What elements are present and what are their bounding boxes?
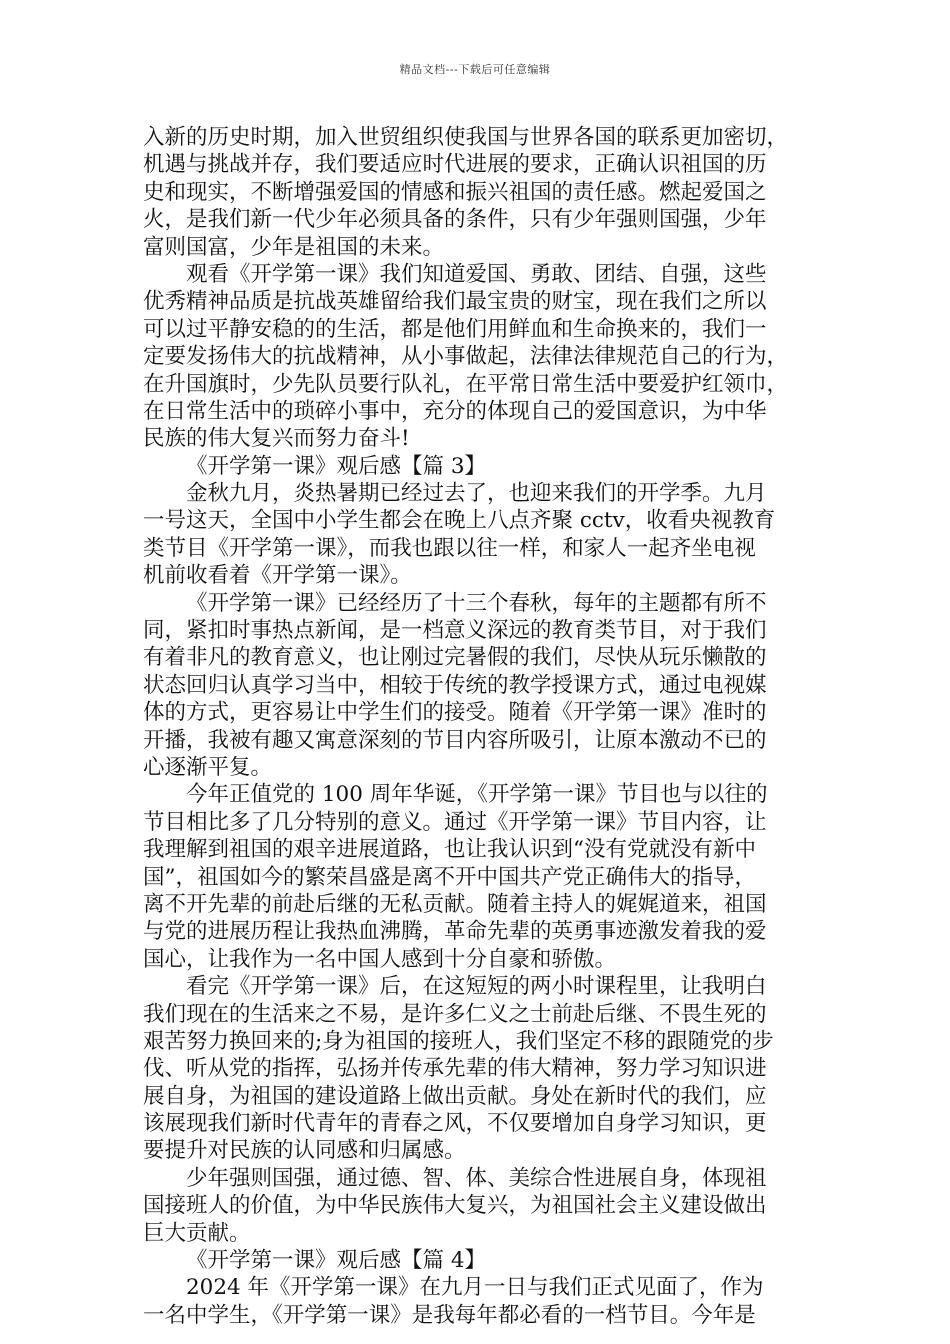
text-line: 展自身，为祖国的建设道路上做出贡献。身处在新时代的我们，应 — [143, 1083, 767, 1109]
text-line: 今年正值党的 100 周年华诞，《开学第一课》节目也与以往的 — [186, 782, 768, 808]
text-line: 机前收看着《开学第一课》。 — [143, 563, 412, 589]
text-line: 艰苦努力换回来的;身为祖国的接班人，我们坚定不移的跟随党的步 — [143, 1028, 774, 1054]
text-line: 在升国旗时，少先队员要行队礼，在平常日常生活中要爱护红领巾， — [143, 371, 789, 397]
text-line: 少年强则国强，通过德、智、体、美综合性进展自身，体现祖 — [186, 1165, 767, 1191]
text-line: 离不开先辈的前赴后继的无私贡献。随着主持人的娓娓道来，祖国 — [143, 891, 767, 917]
text-line: 类节目《开学第一课》，而我也跟以往一样，和家人一起齐坐电视 — [143, 535, 756, 561]
text-line: 机遇与挑战并存，我们要适应时代进展的要求，正确认识祖国的历 — [143, 152, 767, 178]
text-line: 状态回归认真学习当中，相较于传统的教学授课方式，通过电视媒 — [143, 672, 767, 698]
text-line: 节目相比多了几分特别的意义。通过《开学第一课》节目内容，让 — [143, 809, 767, 835]
text-line: 2024 年《开学第一课》在九月一日与我们正式见面了，作为 — [186, 1275, 764, 1301]
text-line: 与党的进展历程让我热血沸腾，革命先辈的英勇事迹激发着我的爱 — [143, 919, 767, 945]
text-line: 我们现在的生活来之不易，是许多仁义之士前赴后继、不畏生死的 — [143, 1001, 767, 1027]
text-line: 一名中学生，《开学第一课》是我每年都必看的一档节目。今年是 — [143, 1302, 756, 1328]
text-line: 体的方式，更容易让中学生们的接受。随着《开学第一课》准时的 — [143, 700, 767, 726]
text-line: 在日常生活中的琐碎小事中，充分的体现自己的爱国意识，为中华 — [143, 398, 767, 424]
text-line: 国心，让我作为一名中国人感到十分自豪和骄傲。 — [143, 946, 617, 972]
text-line: 入新的历史时期，加入世贸组织使我国与世界各国的联系更加密切， — [143, 125, 789, 150]
text-line: 要提升对民族的认同感和归属感。 — [143, 1138, 466, 1164]
text-line: 看完《开学第一课》后，在这短短的两小时课程里，让我明白 — [186, 974, 767, 1000]
text-line: 巨大贡献。 — [143, 1220, 251, 1246]
text-line: 火，是我们新一代少年必须具备的条件，只有少年强则国强，少年 — [143, 207, 767, 233]
text-line: 观看《开学第一课》我们知道爱国、勇敢、团结、自强，这些 — [186, 261, 767, 287]
text-line: 心逐渐平复。 — [143, 754, 273, 780]
section-heading: 《开学第一课》观后感【篇 4】 — [186, 1248, 487, 1274]
text-line: 《开学第一课》已经经历了十三个春秋，每年的主题都有所不 — [186, 590, 767, 616]
text-line: 富则国富，少年是祖国的未来。 — [143, 234, 445, 260]
text-line: 民族的伟大复兴而努力奋斗! — [143, 426, 410, 452]
text-line: 同，紧扣时事热点新闻，是一档意义深远的教育类节目，对于我们 — [143, 618, 767, 644]
text-line: 史和现实，不断增强爱国的情感和振兴祖国的责任感。燃起爱国之 — [143, 179, 767, 205]
text-line: 金秋九月，炎热暑期已经过去了，也迎来我们的开学季。九月 — [186, 481, 767, 507]
text-line: 一号这天，全国中小学生都会在晚上八点齐聚 cctv，收看央视教育 — [143, 508, 776, 534]
text-line: 伐、听从党的指挥，弘扬并传承先辈的伟大精神，努力学习知识进 — [143, 1056, 767, 1082]
text-line: 该展现我们新时代青年的青春之风，不仅要增加自身学习知识，更 — [143, 1111, 767, 1137]
text-line: 我理解到祖国的艰辛进展道路，也让我认识到“没有党就没有新中 — [143, 837, 756, 863]
section-heading: 《开学第一课》观后感【篇 3】 — [186, 453, 487, 479]
text-line: 国”，祖国如今的繁荣昌盛是离不开中国共产党正确伟大的指导， — [143, 864, 756, 890]
page-header: 精品文档---下载后可任意编辑 — [399, 63, 551, 76]
text-line: 开播，我被有趣又寓意深刻的节目内容所吸引，让原本激动不已的 — [143, 727, 767, 753]
text-line: 国接班人的价值，为中华民族伟大复兴，为祖国社会主义建设做出 — [143, 1193, 767, 1219]
text-line: 定要发扬伟大的抗战精神，从小事做起，法律法律规范自己的行为， — [143, 344, 789, 370]
document-body — [143, 124, 807, 1329]
text-line: 可以过平静安稳的的生活，都是他们用鲜血和生命换来的，我们一 — [143, 316, 767, 342]
text-line: 有着非凡的教育意义，也让刚过完暑假的我们，尽快从玩乐懒散的 — [143, 645, 767, 671]
text-line: 优秀精神品质是抗战英雄留给我们最宝贵的财宝，现在我们之所以 — [143, 289, 767, 315]
